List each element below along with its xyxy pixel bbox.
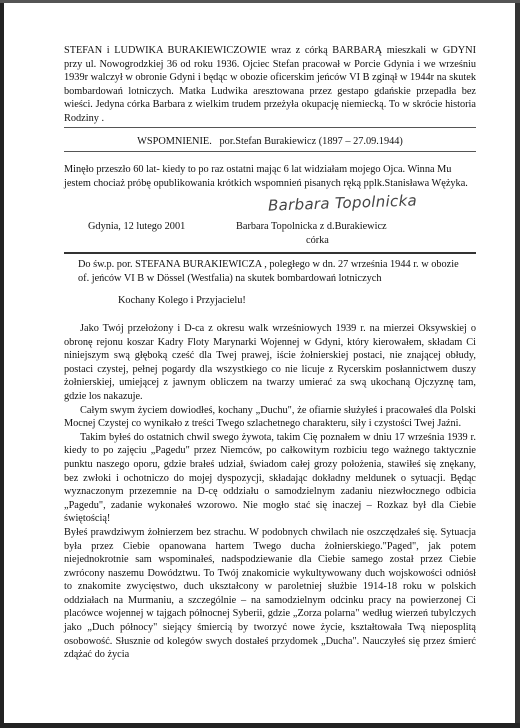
signature-row	[64, 220, 476, 248]
family-history-block	[64, 44, 476, 126]
divider-top	[64, 127, 476, 128]
handwritten-signature: Barbara Topolnicka	[267, 191, 418, 215]
letter-paragraph-4: Byłeś prawdziwym żołnierzem bez strachu. W podobnych chwilach nie oszczędzałeś się. Sytuacja była przez Ciebie opanowana hartem Twego ducha żołnierskiego."Paged", jak potem niejednokrotnie sam wspominałeś, nadspodziewanie dla Ciebie samego został przez Ciebie zwrócony naszemu Dowództwu. To Twój znakomicie wykultywowany duch wojskowości odniósł to znakomite zwycięstwo, duch ukształcony w paroletniej służbie 1914-18 roku w polskich oddziałach na Murmaniu, a szczególnie – na samodzielnym odcinku pracy na powierzonej Ci placówce wojennej w tajgach północnej Syberii, gdzie „Zorza polarna" według wierzeń tubylczych jako „Duch północy" siejący śmiercią by tworzyć nowe życie, kształtowała Twą nieposplitą osobowość. Słusznie od kolegów swych dostałeś przydomek „Ducha". Nauczyłeś się przez śmierć zdążać do życia	[64, 526, 476, 661]
divider-letter	[64, 252, 476, 254]
memorial-text-block	[64, 163, 476, 190]
letter-paragraph-1: Jako Twój przełożony i D-ca z okresu walk wrześniowych 1939 r. na mierzei Oksywskiej o obronę rejonu koszar Kadry Floty Marynarki Wojennej w Gdyni, który kierowałem, składam Ci niniejszym swą głęboką cześć dla Twej prawej, iście żołnierskiej postaci, nie znającej obłudy, postaci czystej, pełnej pogardy dla wszystkiego co nie licuje z Rycerskim posłannictwem duszy żołnierskiej, umiejącej z jawnym obliczem na twarzy umierać za swą ukochaną Ojczyznę tam, gdzie los nakazuje.	[64, 323, 476, 402]
letter-paragraph-2: Całym swym życiem dowiodłeś, kochany „Duchu", że ofiarnie służyłeś i pracowałeś dla Polski Mocnej Czystej co wynikało z treści Twego szlachetnego charakteru, siły i czystości Twej Jaźni.	[64, 404, 476, 430]
letter-paragraph-3: Takim byłeś do ostatnich chwil swego żywota, takim Cię poznałem w dniu 17 września 1939 r. kiedy to po zajęciu „Pagedu" przez Niemców, po całkowitym rozbiciu tego ważnego taktycznie punktu naszego oporu, gdzie brałeś udział, świadom całej grozy położenia, stawiłeś się znękany, bez zwłoki i ochotniczo do mojej dyspozycji, składając dokładny meldunek o sytuacji. Będąc wyznaczonym przezemnie na D-cę oddziału o samodzielnym zadaniu niezwłocznego odbicia „Pagedu", zadanie wykonałeś wzorowo. Nie mogło stać się inaczej – Rozkaz był dla Ciebie świętością!	[64, 431, 476, 525]
divider-memorial	[64, 151, 476, 152]
letter-dedication-block	[78, 258, 468, 285]
signer-role: córka	[306, 235, 329, 246]
letter-dedication: Do św.p. por. STEFANA BURAKIEWICZA , poległego w dn. 27 września 1944 r. w obozie of. jeńców VI B w Dössel (Westfalia) na skutek bombardowań lotniczych	[78, 259, 459, 284]
memorial-subject: por.Stefan Burakiewicz (1897 – 27.09.1944)	[219, 136, 403, 147]
scan-edge-left	[0, 0, 4, 728]
family-history-text: STEFAN i LUDWIKA BURAKIEWICZOWIE wraz z córką BARBARĄ mieszkali w GDYNI przy ul. Nowogrodzkiej 36 od roku 1936. Ojciec Stefan pracował w Porcie Gdynia i we wrześniu 1939r walczył w obronie Gdyni i będąc w obozie oficerskim jeńców VI B zginął w 1944r na skutek bombardowań lotniczych. Matka Ludwika aresztowana przez gestapo gdańskie przepadła bez wieści. Jedyna córka Barbara z wielkim trudem przeżyła okupację niemiecką. To w skrócie historia Rodziny .	[64, 45, 476, 124]
scan-edge-bottom	[0, 723, 520, 728]
letter-body	[64, 322, 476, 662]
place-date: Gdynia, 12 lutego 2001	[88, 221, 186, 232]
memorial-heading	[64, 135, 476, 149]
memorial-text: Minęło przeszło 60 lat- kiedy to po raz ostatni mając 6 lat widziałam mojego Ojca. Winna Mu jestem chociaż próbę opublikowania krótkich wspomnień pisanych ręką pplk.Stanisława Wężyka.	[64, 164, 468, 189]
memorial-label: WSPOMNIENIE.	[137, 136, 212, 147]
signer-name: Barbara Topolnicka z d.Burakiewicz	[236, 221, 387, 232]
letter-salutation: Kochany Kolego i Przyjacielu!	[118, 295, 246, 306]
scan-edge-right	[515, 0, 520, 728]
scan-edge-top	[0, 0, 520, 3]
